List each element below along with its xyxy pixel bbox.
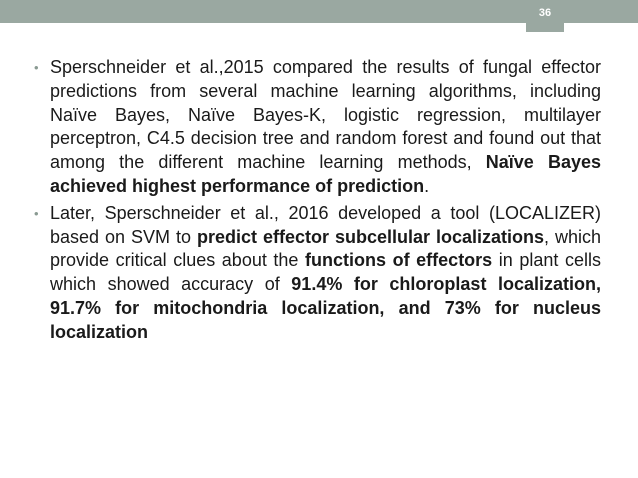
bullet-icon: • [34,205,39,221]
bullet-text-segment: in plant cells which showed accuracy of [50,250,601,295]
bullet-text-segment: , which provide critical clues about the [50,226,601,271]
bullet-text-segment-bold: functions of effectors [305,250,493,271]
bullet-item [34,56,601,199]
slide-number: 36 [526,0,564,32]
bullet-text-segment: Later, Sperschneider et al., 2016 developed a tool (LOCALIZER) based on SVM to [50,202,601,247]
bullet-text-segment: . [424,175,430,196]
bullet-icon: • [34,60,39,75]
bullet-text-segment-bold: predict effector subcellular localizations [196,226,544,247]
bullet-text-segment-bold: 91.4% for chloroplast localization, 91.7% for mitochondria localization, and 73% for nucleus localization [50,274,601,342]
slide-content [34,56,601,348]
bullet-text-segment: Sperschneider et al.,2015 compared the results of fungal effector predictions from several machine learning algorithms, including Naïve Bayes, Naïve Bayes-K, logistic regression, multilayer perceptron, C4.5 decision tree and random forest and found out that among the different machine learning methods, [50,57,601,173]
bullet-text-segment-bold: Naïve Bayes achieved highest performance of prediction [50,152,602,196]
bullet-item [34,202,601,345]
